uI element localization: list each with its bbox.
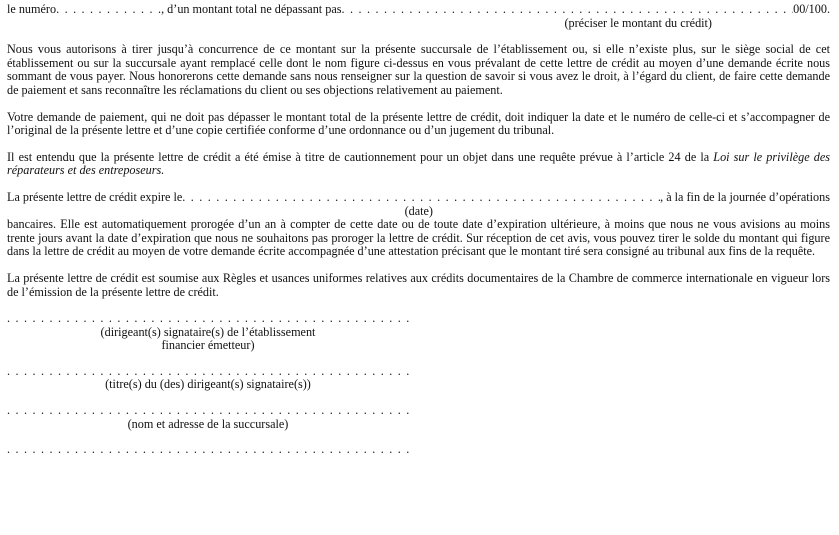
signature-line[interactable] (7, 404, 409, 418)
signature-line[interactable] (7, 443, 409, 457)
amount-line (7, 3, 830, 17)
security-text: Il est entendu que la présente lettre de crédit a été émise à titre de cautionnement pour un objet dans une requête prévue à l’article 24 de la (7, 149, 714, 164)
expiry-line (7, 191, 830, 205)
act-title: Loi sur le privilège des réparateurs et des entreposeurs. (7, 149, 830, 178)
signature-line[interactable] (7, 365, 409, 379)
signature-line[interactable] (7, 312, 409, 326)
signature-caption: (dirigeant(s) signataire(s) de l’établissement (100, 324, 316, 339)
letter-of-credit-form (7, 0, 830, 457)
amount-blank[interactable] (341, 3, 793, 17)
paragraph-authorization: Nous vous autorisons à tirer jusqu’à concurrence de ce montant sur la présente succursale de l’établissement ou, si elle n’existe plus, sur le siège social de cet établissement ou sur la succursale ayant remplacé celle dont le nom figure ci-dessus en vous prévalant de cette lettre de crédit au moyen d’une demande écrite nous sommant de vous payer. Nous honorerons cette demande sans nous renseigner sur la question de savoir si vous avez le droit, à l’égard du client, de faire cette demande de paiement et sans reconnaître les réclamations du client ou ses objections relativement au paiement. (7, 42, 830, 97)
signature-caption: (titre(s) du (des) dirigeant(s) signataire(s)) (105, 377, 311, 392)
date-caption: (date) (404, 203, 433, 218)
signature-block-officer (7, 312, 830, 353)
expiry-label: La présente lettre de crédit expire le (7, 189, 183, 204)
paragraph-rules: La présente lettre de crédit est soumise aux Règles et usances uniformes relatives aux crédits documentaires de la Chambre de commerce internationale en vigueur lors de l’émission de la présente lettre de crédit. (7, 270, 830, 299)
signature-caption-cont: financier émetteur) (161, 338, 255, 353)
signature-block-title (7, 365, 830, 392)
cents-text: 00/100. (793, 2, 830, 16)
number-label: le numéro (7, 2, 57, 16)
amount-caption: (préciser le montant du crédit) (564, 15, 712, 30)
signature-block-branch (7, 404, 830, 431)
paragraph-payment-demand: Votre demande de paiement, qui ne doit pas dépasser le montant total de la présente lettre de crédit, doit indiquer la date et le numéro de celle-ci et s’accompagner de l’original de la présente lettre et d’une copie certifiée conforme d’une ordonnance ou d’un jugement du tribunal. (7, 109, 830, 138)
signature-block-extra (7, 443, 830, 457)
paragraph-expiry-extension: bancaires. Elle est automatiquement prorogée d’un an à compter de cette date ou de toute date d’expiration ultérieure, à moins que nous ne vous avisions au moins trente jours avant la date d’expiration que nous ne souhaitons pas proroger la lettre de crédit. Sur réception de cet avis, vous pouvez tirer le solde du montant qui figure dans la lettre de crédit au moyen de votre demande écrite accompagnée d’une attestation précisant que le montant tiré sera consigné au tribunal aux fins de la requête. (7, 217, 830, 259)
signature-caption: (nom et adresse de la succursale) (127, 416, 289, 431)
amount-label: , d’un montant total ne dépassant pas (161, 2, 342, 16)
expiry-date-blank[interactable] (182, 191, 660, 205)
expiry-suffix: , à la fin de la journée d’opérations (660, 189, 830, 204)
number-blank[interactable] (56, 3, 161, 17)
paragraph-security-purpose (7, 151, 830, 178)
